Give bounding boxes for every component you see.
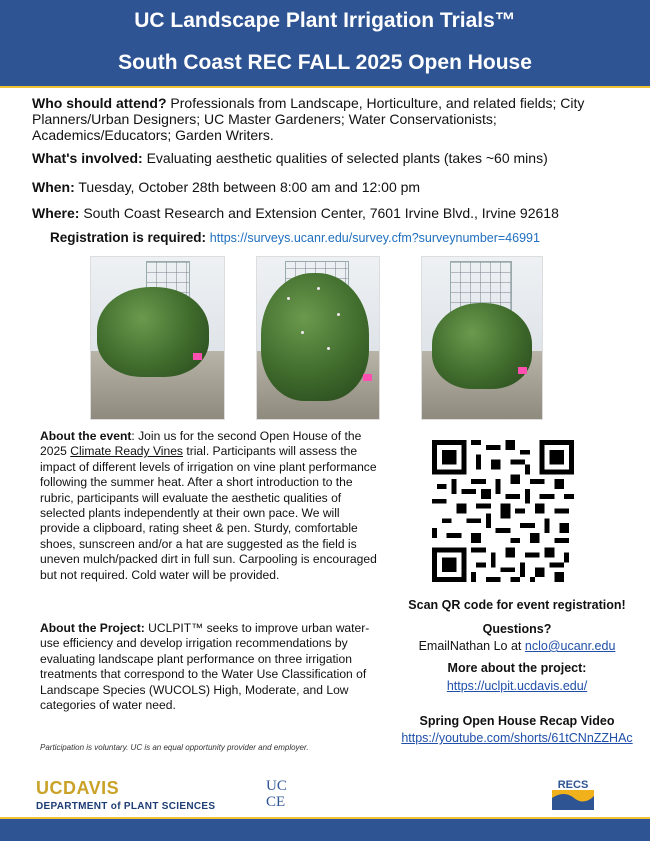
vine-photo-2 [256, 256, 380, 420]
who-should-attend [32, 95, 622, 143]
recs-logo [552, 776, 594, 810]
vine-photo-1 [90, 256, 225, 420]
recs-text: RECS [557, 779, 589, 791]
where-label: Where: [32, 205, 80, 221]
about-the-project [40, 621, 382, 713]
vine-photo-3 [421, 256, 543, 420]
whats-involved [32, 150, 622, 166]
registration [50, 230, 540, 245]
more-about-label: More about the project: [447, 661, 587, 675]
who-label: Who should attend? [32, 95, 167, 111]
questions-label: Questions? [482, 622, 552, 636]
event-title: UC Landscape Plant Irrigation Trials™ [134, 9, 516, 32]
scan-qr-text [382, 598, 650, 612]
about-event-text-1: : Join us for the second Open House of the 2025 [40, 429, 362, 459]
recap-video-link[interactable]: https://youtube.com/shorts/61tCNnZZHAc [401, 731, 633, 745]
recap-heading [382, 714, 650, 728]
ucce-bottom: CE [266, 794, 286, 810]
what-text: Evaluating aesthetic qualities of selected plants (takes ~60 mins) [142, 150, 548, 166]
when-label: When: [32, 179, 75, 195]
department-name: DEPARTMENT of PLANT SCIENCES [36, 801, 216, 812]
more-about-heading [382, 661, 650, 675]
contact-name: Nathan Lo at [449, 639, 525, 653]
about-project-label: About the Project: [40, 621, 145, 635]
ucdavis-logo [36, 778, 215, 812]
header-divider [0, 86, 650, 88]
footer-bar [0, 819, 650, 841]
contact-email-link[interactable]: nclo@ucanr.edu [524, 639, 616, 653]
header-banner [0, 0, 650, 86]
event-subtitle: South Coast REC FALL 2025 Open House [118, 51, 532, 74]
registration-label: Registration is required: [50, 230, 207, 245]
recap-link-row [382, 731, 650, 745]
event-when [32, 179, 622, 195]
climate-ready-vines-link[interactable]: Climate Ready Vines [70, 444, 183, 459]
about-event-label: About the event [40, 429, 132, 443]
ucce-top: UC [266, 778, 287, 794]
ucdavis-wordmark: UCDAVIS [36, 778, 120, 798]
project-link-row [382, 679, 650, 693]
email-prefix: Email [418, 639, 450, 653]
scan-qr-label: Scan QR code for event registration! [408, 598, 626, 612]
about-event-text-2: trial. Participants will assess the impact of different levels of irrigation on vine plant performance following the summer heat. After a short introduction to the rubric, participants will evaluate the aesthetic qualities of selected plants independently at their own pace. We will provide a clipboard, rating sheet & pen. Sturdy, comfortable shoes, sunscreen and/or a hat are suggested as the field is uneven mulch/packed dirt in full sun. Carpooling is encouraged but not required. Cold water will be provided. [40, 444, 377, 582]
questions-heading [382, 622, 650, 636]
fine-print: Participation is voluntary. UC is an equal opportunity provider and employer. [40, 743, 309, 752]
when-text: Tuesday, October 28th between 8:00 am and 12:00 pm [74, 179, 421, 195]
registration-link[interactable]: https://surveys.ucanr.edu/survey.cfm?surveynumber=46991 [209, 231, 540, 245]
ucce-logo [266, 778, 287, 810]
who-text: Professionals from Landscape, Horticulture, and related fields; City Planners/Urban Designers; UC Master Gardeners; Water Conservationists; Academics/Educators; Garden Writers. [32, 95, 585, 143]
project-website-link[interactable]: https://uclpit.ucdavis.edu/ [446, 679, 588, 693]
what-label: What's involved: [32, 150, 143, 166]
event-where [32, 205, 622, 221]
qr-code[interactable] [432, 440, 574, 582]
where-text: South Coast Research and Extension Center, 7601 Irvine Blvd., Irvine 92618 [79, 205, 559, 221]
contact-line [382, 639, 650, 653]
about-project-text: UCLPIT™ seeks to improve urban water-use efficiency and develop irrigation recommendations by evaluating landscape plant performance on three irrigation treatments that correspond to the Water Use Classification of Landscape Species (WUCOLS) High, Moderate, and Low categories of water need. [40, 621, 370, 713]
recap-video-label: Spring Open House Recap Video [419, 714, 615, 728]
about-the-event [40, 429, 382, 583]
